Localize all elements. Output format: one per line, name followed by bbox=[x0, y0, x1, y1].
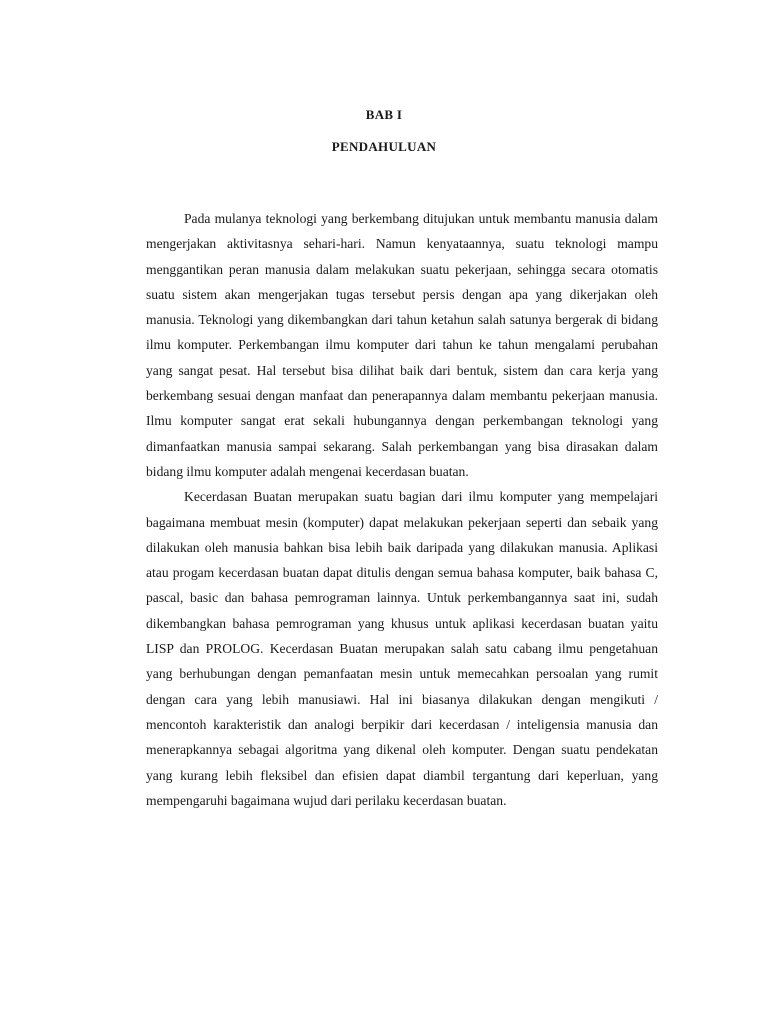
paragraph-1: Pada mulanya teknologi yang berkembang ditujukan untuk membantu manusia dalam mengerjakan aktivitasnya sehari-hari. Namun kenyataannya, suatu teknologi mampu menggantikan peran manusia dalam melakukan suatu pekerjaan, sehingga secara otomatis suatu sistem akan mengerjakan tugas tersebut persis dengan apa yang dikerjakan oleh manusia. Teknologi yang dikembangkan dari tahun ketahun salah satunya bergerak di bidang ilmu komputer. Perkembangan ilmu komputer dari tahun ke tahun mengalami perubahan yang sangat pesat. Hal tersebut bisa dilihat baik dari bentuk, sistem dan cara kerja yang berkembang sesuai dengan manfaat dan penerapannya dalam membantu pekerjaan manusia. Ilmu komputer sangat erat sekali hubungannya dengan perkembangan teknologi yang dimanfaatkan manusia sampai sekarang. Salah perkembangan yang bisa dirasakan dalam bidang ilmu komputer adalah mengenai kecerdasan buatan. bbox=[146, 211, 658, 479]
body-text bbox=[146, 206, 658, 813]
chapter-number: BAB I bbox=[365, 107, 403, 122]
paragraph-2: Kecerdasan Buatan merupakan suatu bagian dari ilmu komputer yang mempelajari bagaimana membuat mesin (komputer) dapat melakukan pekerjaan seperti dan sebaik yang dilakukan oleh manusia bahkan bisa lebih baik daripada yang dilakukan manusia. Aplikasi atau progam kecerdasan buatan dapat ditulis dengan semua bahasa komputer, baik bahasa C, pascal, basic dan bahasa pemrograman lainnya. Untuk perkembangannya saat ini, sudah dikembangkan bahasa pemrograman yang khusus untuk aplikasi kecerdasan buatan yaitu LISP dan PROLOG. Kecerdasan Buatan merupakan salah satu cabang ilmu pengetahuan yang berhubungan dengan pemanfaatan mesin untuk memecahkan persoalan yang rumit dengan cara yang lebih manusiawi. Hal ini biasanya dilakukan dengan mengikuti / mencontoh karakteristik dan analogi berpikir dari kecerdasan / inteligensia manusia dan menerapkannya sebagai algoritma yang dikenal oleh komputer. Dengan suatu pendekatan yang kurang lebih fleksibel dan efisien dapat diambil tergantung dari keperluan, yang mempengaruhi bagaimana wujud dari perilaku kecerdasan buatan. bbox=[146, 489, 658, 808]
chapter-title: PENDAHULUAN bbox=[331, 139, 437, 154]
